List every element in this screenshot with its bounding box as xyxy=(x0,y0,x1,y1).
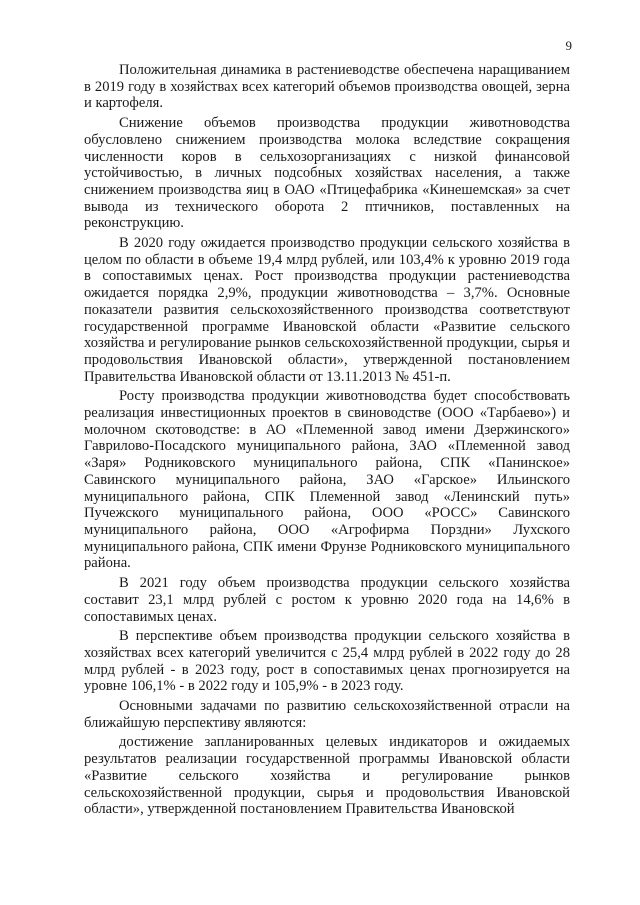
document-body xyxy=(84,62,570,821)
paragraph-livestock-decline: Снижение объемов производства продукции животноводства обусловлено снижением производства молока вследствие сокращения численности коров в сельхозорганизациях с низкой финансовой устойчивостью, в личных подсобных хозяйствах населения, а также снижением производства яиц в ОАО «Птицефабрика «Кинешемская» за счет вывода из технического оборота 2 птичников, поставленных на реконструкцию. xyxy=(84,115,570,232)
paragraph-investment-projects: Росту производства продукции животноводства будет способствовать реализация инвестиционных проектов в свиноводстве (ООО «Тарбаево») и молочном скотоводстве: в АО «Племенной завод имени Дзержинского» Гаврилово-Посадского муниципального района, ЗАО «Племенной завод «Заря» Родниковского муниципального района, СПК «Панинское» Савинского муниципального района, ЗАО «Гарское» Ильинского муниципального района, СПК Племенной завод «Ленинский путь» Пучежского муниципального района, ООО «РОСС» Савинского муниципального района, ООО «Агрофирма Порздни» Лухского муниципального района, СПК имени Фрунзе Родниковского муниципального района. xyxy=(84,388,570,572)
paragraph-outlook-2022-2023: В перспективе объем производства продукции сельского хозяйства в хозяйствах всех категорий увеличится с 25,4 млрд рублей в 2022 году до 28 млрд рублей - в 2023 году, рост в сопоставимых ценах прогнозируется на уровне 106,1% - в 2022 году и 105,9% - в 2023 году. xyxy=(84,628,570,695)
page-number: 9 xyxy=(565,38,572,53)
paragraph-task-indicators: достижение запланированных целевых индикаторов и ожидаемых результатов реализации государственной программы Ивановской области «Развитие сельского хозяйства и регулирование рынков сельскохозяйственной продукции, сырья и продовольствия Ивановской области», утвержденной постановлением Правительства Ивановской xyxy=(84,734,570,818)
paragraph-2020-forecast: В 2020 году ожидается производство продукции сельского хозяйства в целом по области в объеме 19,4 млрд рублей, или 103,4% к уровню 2019 года в сопоставимых ценах. Рост производства продукции растениеводства ожидается порядка 2,9%, продукции животноводства – 3,7%. Основные показатели развития сельскохозяйственного производства соответствуют государственной программе Ивановской области «Развитие сельского хозяйства и регулирование рынков сельскохозяйственной продукции, сырья и продовольствия Ивановской области», утвержденной постановлением Правительства Ивановской области от 13.11.2013 № 451-п. xyxy=(84,235,570,385)
paragraph-2021-forecast: В 2021 году объем производства продукции сельского хозяйства составит 23,1 млрд рублей с ростом к уровню 2020 года на 14,6% в сопоставимых ценах. xyxy=(84,575,570,625)
paragraph-crop-growth: Положительная динамика в растениеводстве обеспечена наращиванием в 2019 году в хозяйствах всех категорий объемов производства овощей, зерна и картофеля. xyxy=(84,62,570,112)
paragraph-main-tasks: Основными задачами по развитию сельскохозяйственной отрасли на ближайшую перспективу являются: xyxy=(84,698,570,731)
